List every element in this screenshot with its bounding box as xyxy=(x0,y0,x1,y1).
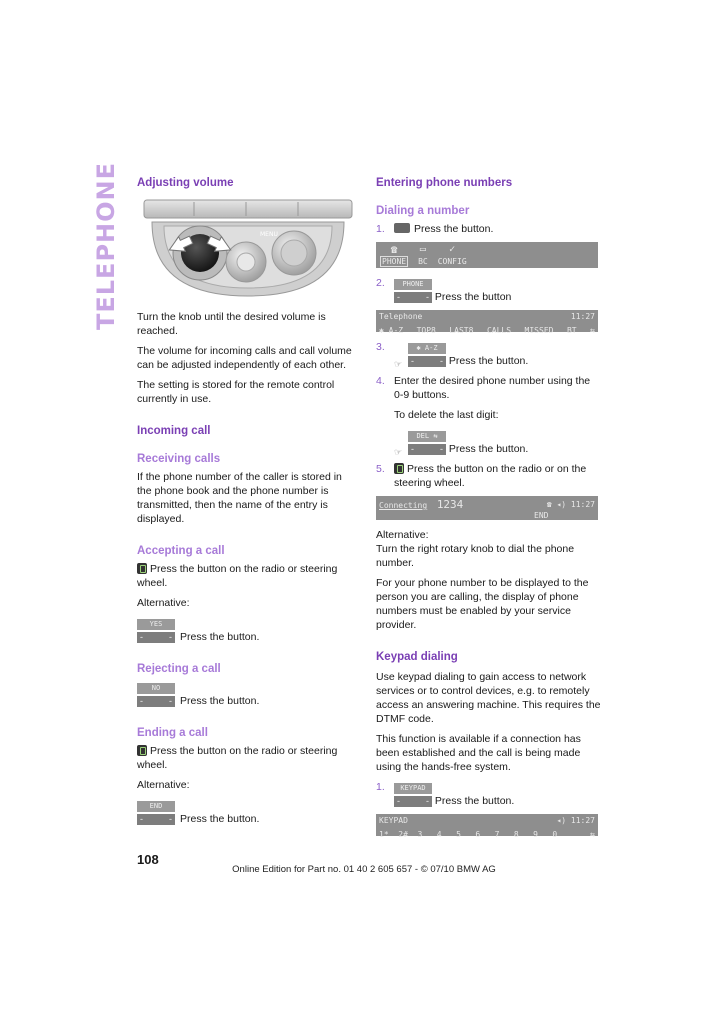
display-number-text: For your phone number to be displayed to the person you are calling, the display of phone numbers must be enabled by your service provider. xyxy=(376,577,589,631)
hand-icon: ☞ xyxy=(394,358,403,369)
connecting-lcd-screen: Connecting 1234 ☎ ◂) 11:27 END xyxy=(376,496,598,520)
menu-lcd-phone: PHONE xyxy=(382,257,407,266)
az-lcd: ✱ A-Z xyxy=(408,343,446,354)
page-number: 108 xyxy=(137,852,159,867)
no-button[interactable] xyxy=(137,696,175,707)
keypad-lcd-screen: KEYPAD ◂) 11:27 1* 2# 3 4 5 6 7 8 9 0 ⇆ xyxy=(376,814,598,836)
telephone-lcd-screen: Telephone 11:27 ✱ A-Z TOP8 LAST8 CALLS MISSED BT ⇆ xyxy=(376,310,598,332)
phone-button-icon xyxy=(137,745,147,756)
accepting-call-heading: Accepting a call xyxy=(137,545,225,557)
keypad-lcd: KEYPAD xyxy=(394,783,432,794)
volume-paragraph-2: The volume for incoming calls and call volume can be adjusted independently of each other. xyxy=(137,345,352,371)
ending-alternative: Alternative: xyxy=(137,779,190,791)
volume-paragraph-1: Turn the knob until the desired volume is reached. xyxy=(137,311,326,337)
rejecting-press-text: Press the button. xyxy=(180,695,260,707)
rejecting-call-heading: Rejecting a call xyxy=(137,663,221,675)
receiving-calls-paragraph: If the phone number of the caller is stored in the phone book and the phone number is transmitted, then the name of the entry is displayed. xyxy=(137,471,342,525)
end-lcd: END xyxy=(137,801,175,812)
incoming-call-heading: Incoming call xyxy=(137,425,211,437)
keypad-paragraph-2: This function is available if a connection has been established and the call is being made using the hands-free system. xyxy=(376,733,581,773)
dial-step-3: 3. ✱ A-Z ☞- - Press the button. xyxy=(376,340,602,368)
delete-digit-text: To delete the last digit: xyxy=(394,409,499,421)
menu-label: MENU xyxy=(260,231,278,238)
dialing-heading: Dialing a number xyxy=(376,205,470,217)
menu-button-icon[interactable] xyxy=(394,223,410,233)
menu-lcd-screen: ☎ PHONE ▭ BC ✓ CONFIG xyxy=(376,242,598,268)
footer-edition-text: Online Edition for Part no. 01 40 2 605 657 - © 07/10 BMW AG xyxy=(232,864,496,875)
dial-step-2: 2. PHONE - - Press the button xyxy=(376,276,602,304)
receiving-calls-heading: Receiving calls xyxy=(137,453,221,465)
end-button[interactable] xyxy=(137,814,175,825)
dial-step-5: 5. Press the button on the radio or on the steering wheel. xyxy=(376,463,587,489)
dial-step-1: 1. Press the button. xyxy=(376,223,494,235)
del-button[interactable] xyxy=(408,444,446,455)
phone-button-icon xyxy=(394,463,404,474)
yes-lcd: YES xyxy=(137,619,175,630)
no-lcd: NO xyxy=(137,683,175,694)
phone-lcd: PHONE xyxy=(394,279,432,290)
right-column xyxy=(376,176,602,839)
dial-step-4: 4. Enter the desired phone number using the 0-9 buttons. xyxy=(376,375,591,401)
del-press-text: Press the button. xyxy=(448,443,529,455)
menu-lcd-config: CONFIG xyxy=(437,257,467,266)
phone-button-icon xyxy=(137,563,147,574)
rotary-knob-text: Turn the right rotary knob to dial the phone number. xyxy=(376,543,575,569)
volume-paragraph-3: The setting is stored for the remote control currently in use. xyxy=(137,379,335,405)
ending-press-text: Press the button. xyxy=(180,813,260,825)
keypad-button[interactable] xyxy=(394,796,432,807)
hand-icon: ☞ xyxy=(394,446,403,457)
adjusting-volume-heading: Adjusting volume xyxy=(137,177,234,189)
keypad-paragraph-1: Use keypad dialing to gain access to network services or to control devices, e.g. to remotely access an answering machine. This requires the DTMF code. xyxy=(376,671,601,725)
ending-call-heading: Ending a call xyxy=(137,727,208,739)
az-button[interactable] xyxy=(408,356,446,367)
left-column xyxy=(137,176,359,832)
yes-button[interactable] xyxy=(137,632,175,643)
ending-call-paragraph: Press the button on the radio or steering wheel. xyxy=(137,745,338,771)
accepting-alternative: Alternative: xyxy=(137,597,190,609)
accepting-call-paragraph: Press the button on the radio or steering wheel. xyxy=(137,563,338,589)
keypad-step-1: 1. KEYPAD - - Press the button. xyxy=(376,780,602,808)
accepting-press-text: Press the button. xyxy=(180,631,260,643)
chapter-side-label: TELEPHONE xyxy=(92,161,120,331)
phone-button[interactable] xyxy=(394,292,432,303)
del-lcd: DEL ⇆ xyxy=(408,431,446,442)
menu-lcd-bc: BC xyxy=(418,257,428,266)
radio-panel-image xyxy=(142,196,354,300)
entering-numbers-heading: Entering phone numbers xyxy=(376,177,513,189)
keypad-dialing-heading: Keypad dialing xyxy=(376,651,458,663)
alternative-label: Alternative: xyxy=(376,529,429,541)
